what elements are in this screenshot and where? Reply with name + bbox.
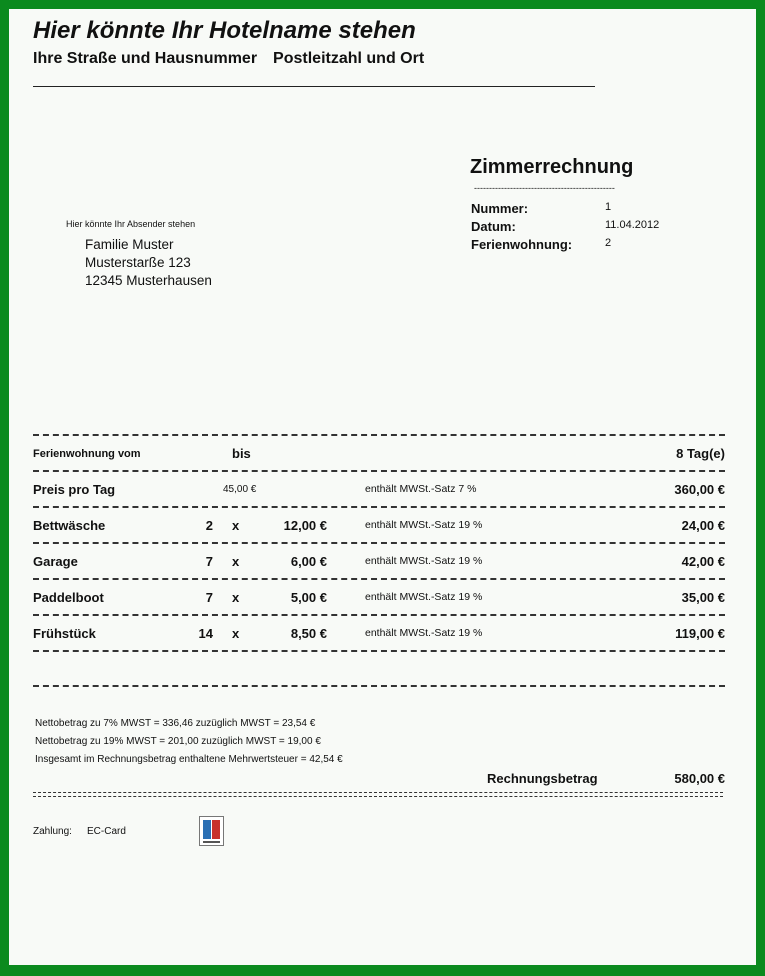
table-row	[9, 554, 756, 574]
table-row-divider	[33, 506, 725, 508]
item-label: Garage	[33, 554, 78, 569]
apartment-value: 2	[605, 237, 612, 249]
grand-total-label: Rechnungsbetrag	[487, 771, 598, 786]
table-top-divider	[33, 434, 725, 436]
invoice-number-value: 1	[605, 201, 612, 213]
item-vat: enthält MWSt.-Satz 19 %	[365, 519, 483, 531]
item-quantity: 2	[205, 518, 213, 533]
item-label: Frühstück	[33, 626, 96, 641]
item-times-sign: x	[232, 554, 240, 569]
payment-label: Zahlung:	[33, 826, 72, 837]
header-divider	[33, 86, 595, 87]
stay-to-label: bis	[232, 446, 251, 461]
vat-19-summary: Nettobetrag zu 19% MWST = 201,00 zuzüglich MWST = 19,00 €	[35, 736, 321, 747]
item-price: 6,00 €	[290, 554, 327, 569]
item-total: 42,00 €	[681, 554, 725, 569]
table-row-divider	[33, 578, 725, 580]
invoice-page	[9, 9, 756, 965]
table-row-divider	[33, 650, 725, 652]
ec-card-icon	[199, 816, 224, 846]
item-total: 360,00 €	[674, 482, 725, 497]
summary-top-divider	[33, 685, 725, 687]
item-label: Paddelboot	[33, 590, 104, 605]
item-quantity: 7	[205, 554, 213, 569]
item-label: Bettwäsche	[33, 518, 106, 533]
item-vat: enthält MWSt.-Satz 19 %	[365, 555, 483, 567]
item-total: 24,00 €	[681, 518, 725, 533]
table-row-divider	[33, 470, 725, 472]
table-row	[9, 626, 756, 646]
recipient-street: Musterstarße 123	[85, 255, 191, 270]
item-price: 8,50 €	[290, 626, 327, 641]
stay-days: 8 Tag(e)	[676, 446, 725, 461]
item-quantity: 7	[205, 590, 213, 605]
item-price: 12,00 €	[283, 518, 327, 533]
vat-total-summary: Insgesamt im Rechnungsbetrag enthaltene Mehrwertsteuer = 42,54 €	[35, 754, 343, 765]
item-vat: enthält MWSt.-Satz 7 %	[365, 483, 477, 495]
apartment-label: Ferienwohnung:	[471, 237, 573, 252]
recipient-name: Familie Muster	[85, 237, 174, 252]
item-total: 35,00 €	[681, 590, 725, 605]
table-row	[9, 590, 756, 610]
item-price: 5,00 €	[290, 590, 327, 605]
hotel-address	[33, 50, 424, 68]
stay-from-label: Ferienwohnung vom	[33, 448, 141, 460]
table-row-divider	[33, 542, 725, 544]
invoice-date-value: 11.04.2012	[605, 219, 660, 231]
table-row-divider	[33, 614, 725, 616]
table-row	[9, 482, 756, 502]
hotel-street: Ihre Straße und Hausnummer	[33, 50, 258, 67]
vat-7-summary: Nettobetrag zu 7% MWST = 336,46 zuzüglich MWST = 23,54 €	[35, 718, 316, 729]
item-vat: enthält MWSt.-Satz 19 %	[365, 591, 483, 603]
stay-row	[9, 446, 756, 466]
grand-total-double-rule	[33, 792, 723, 797]
item-times-sign: x	[232, 626, 240, 641]
grand-total-value: 580,00 €	[674, 771, 725, 786]
item-times-sign: x	[232, 590, 240, 605]
hotel-name: Hier könnte Ihr Hotelname stehen	[33, 17, 416, 44]
sender-line: Hier könnte Ihr Absender stehen	[66, 219, 196, 229]
invoice-date-label: Datum:	[471, 219, 516, 234]
invoice-title-underline: -----------------------------------------------	[474, 183, 615, 193]
invoice-title: Zimmerrechnung	[470, 156, 634, 178]
payment-method: EC-Card	[87, 826, 126, 837]
item-times-sign: x	[232, 518, 240, 533]
recipient-city: 12345 Musterhausen	[85, 273, 212, 288]
hotel-city: Postleitzahl und Ort	[273, 50, 425, 67]
invoice-number-label: Nummer:	[471, 201, 529, 216]
item-quantity: 14	[198, 626, 213, 641]
item-label: Preis pro Tag	[33, 482, 116, 497]
table-row	[9, 518, 756, 538]
item-unit-price: 45,00 €	[223, 484, 257, 495]
item-total: 119,00 €	[675, 626, 725, 641]
item-vat: enthält MWSt.-Satz 19 %	[365, 627, 483, 639]
